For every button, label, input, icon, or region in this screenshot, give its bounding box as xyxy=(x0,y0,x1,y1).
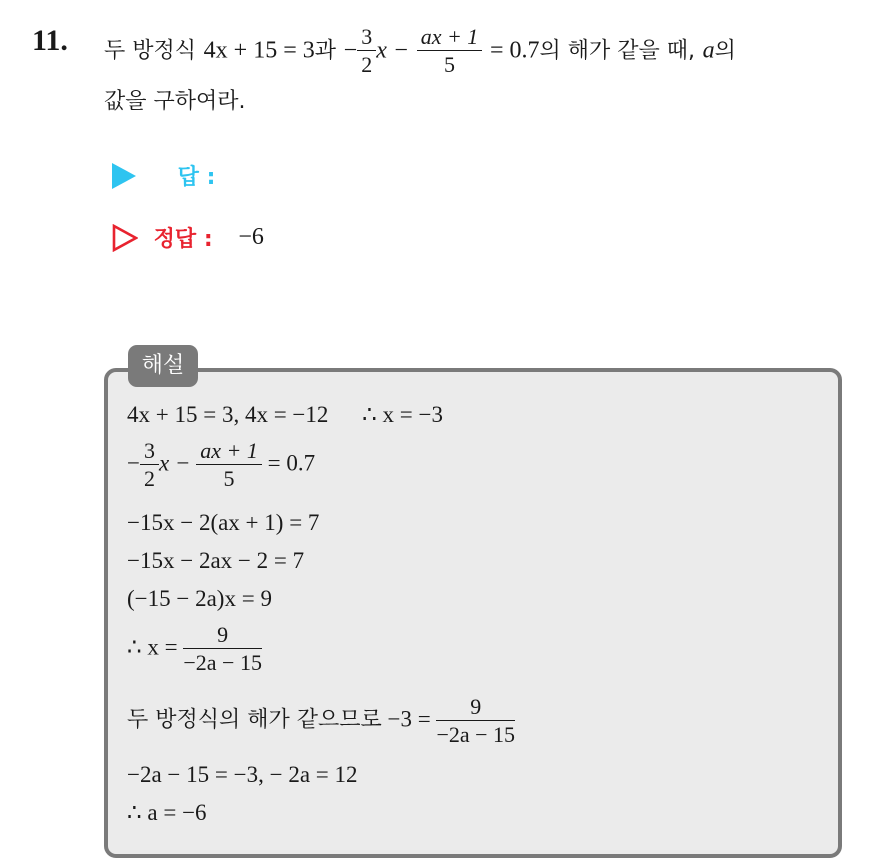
solution-line-1 xyxy=(127,402,443,428)
solution-tag: 해설 xyxy=(128,345,198,387)
play-triangle-icon xyxy=(112,163,136,189)
correct-answer-row xyxy=(112,222,264,253)
variable-a: a xyxy=(702,37,715,64)
equation-2-fraction-1: $\frac{3}{2}$ xyxy=(357,26,376,76)
equation-2-fraction-2: $\frac{ax + 1}{5}$ xyxy=(417,26,483,76)
equation-1: 4x + 15 = 3 xyxy=(203,37,315,64)
particle-1: 과 xyxy=(314,38,336,64)
correct-answer-value: −6 xyxy=(238,224,264,250)
solution-line-6: ∴ x = $\frac{9}{-2a - 15}$ xyxy=(127,622,262,675)
problem-prefix: 두 방정식 xyxy=(104,38,197,64)
problem-suffix: 의 xyxy=(714,38,736,64)
solution-line-1-b: ∴ x = −3 xyxy=(362,402,443,427)
equation-2-minus: − xyxy=(343,37,358,64)
solution-line-4: −15x − 2ax − 2 = 7 xyxy=(127,548,305,573)
solution-line-2: − $\frac{3}{2}$ x − $\frac{ax + 1}{5}$ = 0.7 xyxy=(127,438,316,491)
solution-line-7: 두 방정식의 해가 같으므로 −3 = $\frac{9}{-2a - 15}$ xyxy=(127,694,516,747)
answer-label: 답 : xyxy=(177,165,216,190)
solution-line-3: −15x − 2(ax + 1) = 7 xyxy=(127,510,320,535)
problem-statement-line1 xyxy=(104,26,736,76)
solution-line-8: −2a − 15 = −3, − 2a = 12 xyxy=(127,762,358,787)
problem-middle: 의 해가 같을 때, xyxy=(539,38,695,64)
solution-line-5: (−15 − 2a)x = 9 xyxy=(127,586,272,611)
problem-number: 11. xyxy=(32,24,68,57)
equation-2-x: x − xyxy=(376,37,410,64)
problem-statement-line2: 값을 구하여라. xyxy=(104,89,246,114)
solution-line-1-a: 4x + 15 = 3, 4x = −12 xyxy=(127,402,329,427)
equation-2-rhs: = 0.7 xyxy=(489,37,540,64)
solution-line-9: ∴ a = −6 xyxy=(127,800,207,825)
correct-answer-label: 정답 : xyxy=(153,227,213,252)
answer-row xyxy=(112,160,215,191)
outline-triangle-icon xyxy=(112,224,138,252)
